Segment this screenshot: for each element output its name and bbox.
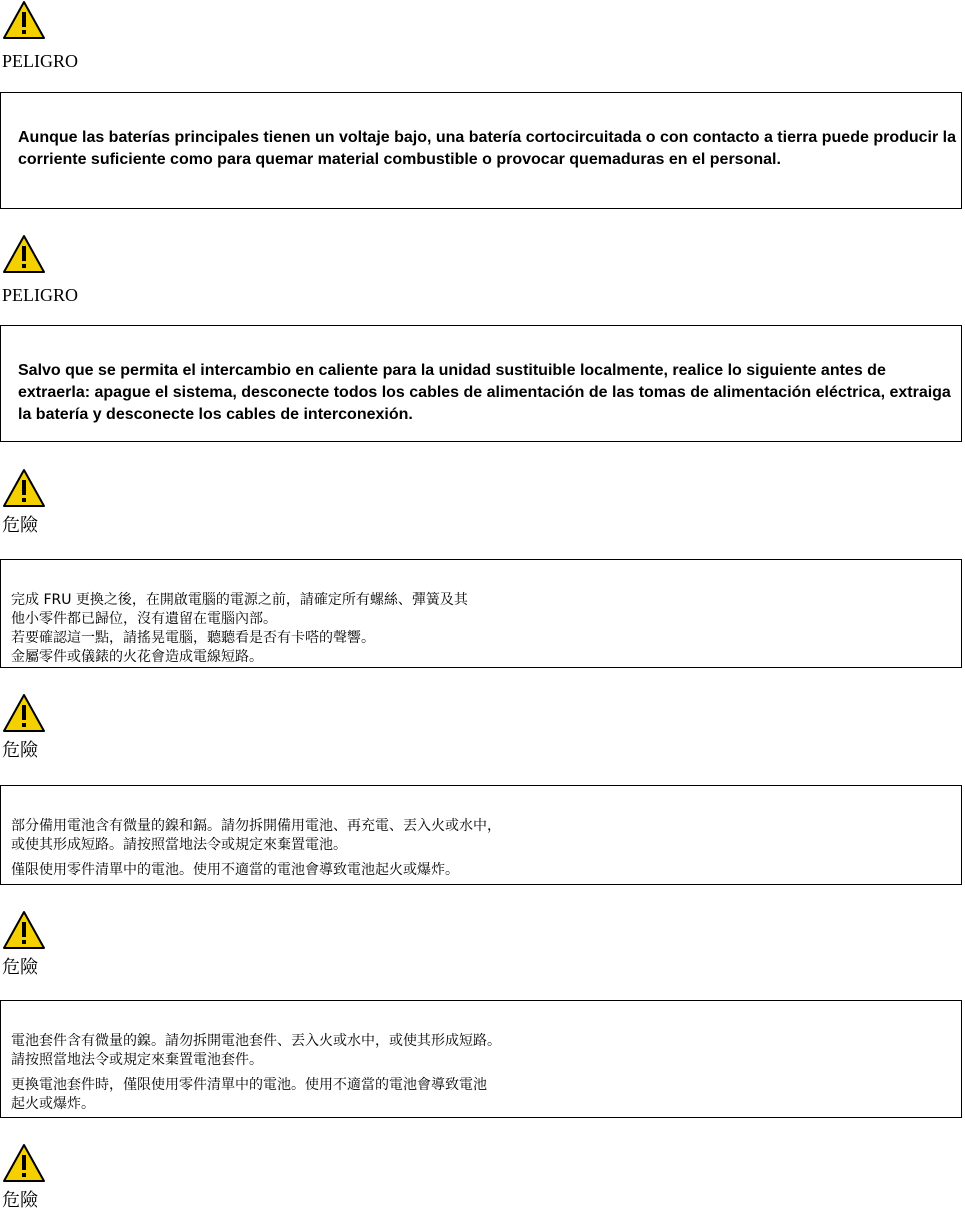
danger-label: 危險 — [2, 1190, 38, 1211]
notice-text: 部分備用電池含有微量的鎳和鎘。請勿拆開備用電池、再充電、丟入火或水中， — [11, 818, 501, 834]
notice-text: 請按照當地法令或規定來棄置電池套件。 — [11, 1052, 263, 1068]
danger-label: 危險 — [2, 740, 38, 761]
danger-label: 危險 — [2, 957, 38, 978]
danger-label: 危險 — [2, 515, 38, 536]
warning-icon — [2, 693, 46, 733]
notice-text: 或使其形成短路。請按照當地法令或規定來棄置電池。 — [11, 837, 347, 853]
notice-text: 起火或爆炸。 — [11, 1096, 95, 1112]
danger-notice-box — [0, 325, 962, 442]
danger-notice-box — [0, 559, 962, 668]
warning-icon — [2, 0, 46, 40]
warning-icon — [2, 910, 46, 950]
notice-text: 電池套件含有微量的鎳。請勿拆開電池套件、丟入火或水中，或使其形成短路。 — [11, 1033, 501, 1049]
danger-notice-box — [0, 785, 962, 885]
danger-notice-box — [0, 1000, 962, 1118]
notice-text: 金屬零件或儀錶的火花會造成電線短路。 — [11, 649, 263, 665]
notice-text: 若要確認這一點，請搖晃電腦，聽聽看是否有卡嗒的聲響。 — [11, 630, 375, 646]
notice-text: 更換電池套件時，僅限使用零件清單中的電池。使用不適當的電池會導致電池 — [11, 1077, 487, 1093]
notice-text: Salvo que se permita el intercambio en caliente para la unidad sustituible localmente, realice lo siguiente antes de extraerla: apague el sistema, desconecte todos los cables de alimentación de las tomas de alimentación eléctrica, extraiga la batería y desconecte los cables de interconexión. — [18, 362, 951, 423]
notice-text: 僅限使用零件清單中的電池。使用不適當的電池會導致電池起火或爆炸。 — [11, 862, 459, 878]
warning-icon — [2, 468, 46, 508]
danger-label: PELIGRO — [2, 285, 78, 305]
notice-text: 完成 FRU 更換之後，在開啟電腦的電源之前，請確定所有螺絲、彈簧及其 — [11, 592, 468, 608]
danger-label: PELIGRO — [2, 51, 78, 71]
notice-text: 他小零件都已歸位，沒有遺留在電腦內部。 — [11, 611, 277, 627]
danger-notice-box — [0, 92, 962, 209]
notice-text: Aunque las baterías principales tienen un voltaje bajo, una batería cortocircuitada o con contacto a tierra puede producir la corriente suficiente como para quemar material combustible o provocar quemaduras en el personal. — [18, 129, 956, 168]
warning-icon — [2, 234, 46, 274]
warning-icon — [2, 1143, 46, 1183]
